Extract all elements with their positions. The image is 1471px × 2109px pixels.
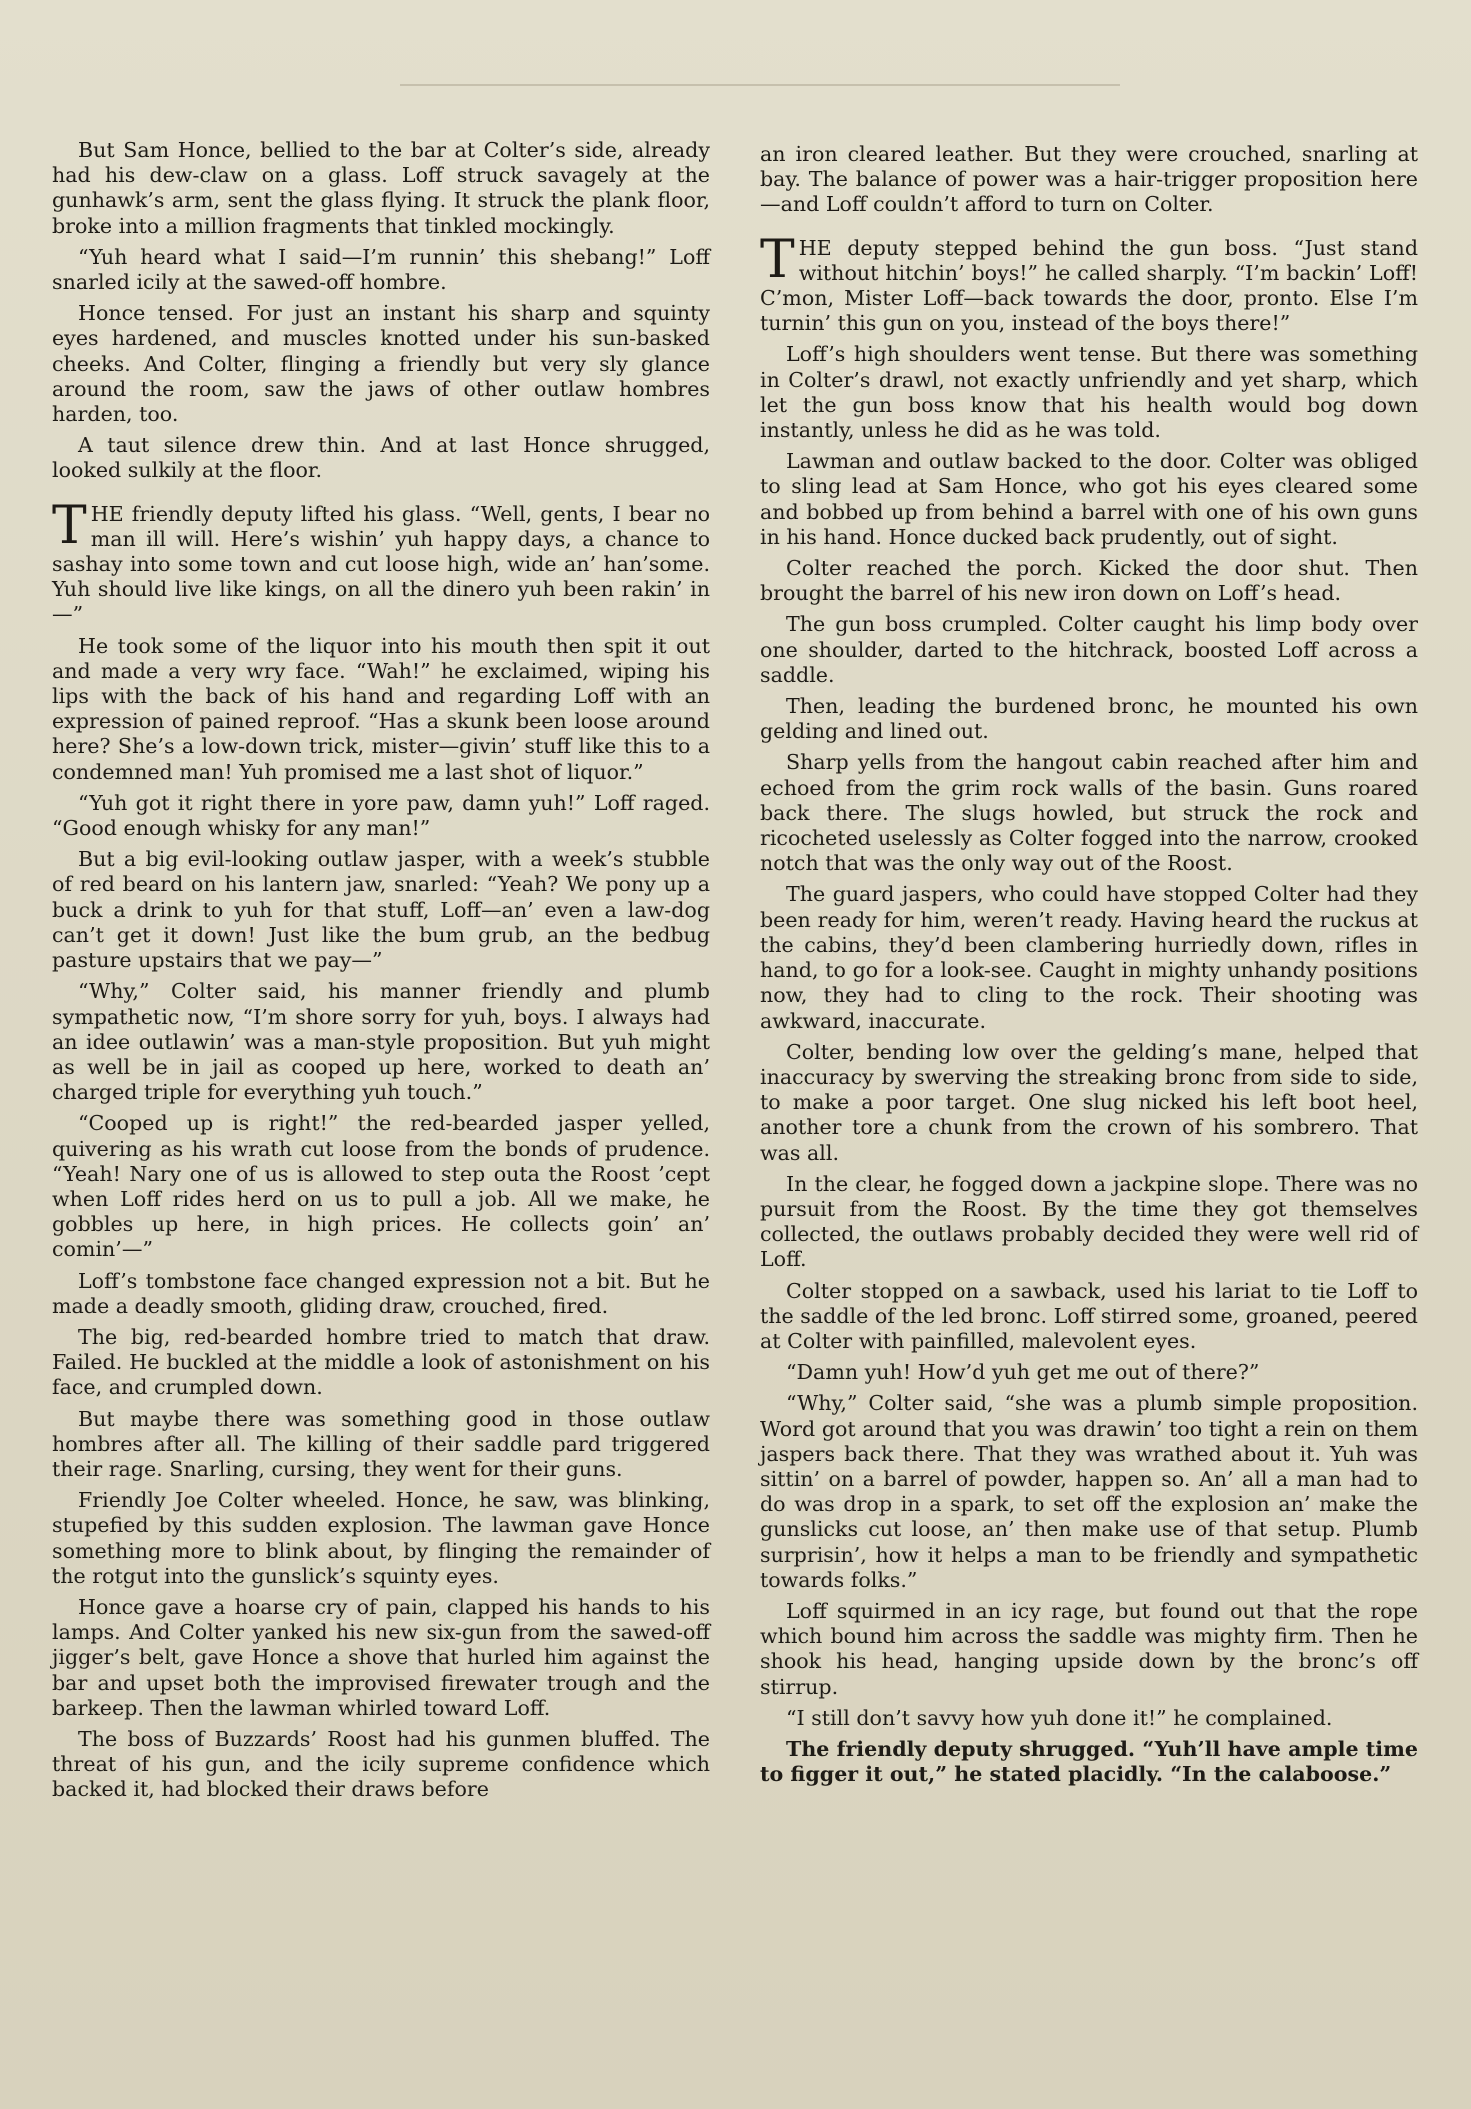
section-text: HE friendly deputy lifted his glass. “Well, gents, I bear no man ill will. Here’s wishin’ yuh happy days, a chance to sashay into some town and cut loose high, wide an’ han’some. Yuh should live like kings, on all the dinero yuh been rakin’ in—”	[52, 501, 710, 627]
paragraph: Lawman and outlaw backed to the door. Colter was obliged to sling lead at Sam Honce, who got his eyes cleared some and bobbed up from behind a barrel with one of his own guns in his hand. Honce ducked back prudently, out of sight.	[760, 449, 1418, 549]
paragraph: Colter stopped on a sawback, used his lariat to tie Loff to the saddle of the led bronc. Loff stirred some, groaned, peered at Colter with painfilled, malevolent eyes.	[760, 1278, 1418, 1353]
paragraph: Loff’s high shoulders went tense. But there was something in Colter’s drawl, not exactly unfriendly and yet sharp, which let the gun boss know that his health would bog down instantly, unless he did as he was told.	[760, 342, 1418, 443]
paragraph: Friendly Joe Colter wheeled. Honce, he saw, was blinking, stupefied by this sudden explosion. The lawman gave Honce something more to blink about, by flinging the remainder of the rotgut into the gunslick’s squinty eyes.	[52, 1488, 710, 1588]
drop-cap: T	[52, 495, 87, 556]
continued-paragraph: an iron cleared leather. But they were crouched, snarling at bay. The balance of power was a hair-trigger proposition here—and Loff couldn’t afford to turn on Colter.	[760, 142, 1418, 217]
paragraph: Colter reached the porch. Kicked the door shut. Then brought the barrel of his new iron down on Loff’s head.	[760, 556, 1418, 606]
top-rule	[400, 84, 1120, 86]
paragraph: The boss of Buzzards’ Roost had his gunmen bluffed. The threat of his gun, and the icily supreme confidence which backed it, had blocked their draws before	[52, 1726, 710, 1802]
paragraph: Honce tensed. For just an instant his sharp and squinty eyes hardened, and muscles knotted under his sun-basked cheeks. And Colter, flinging a friendly but very sly glance around the room, saw the jaws of other outlaw hombres harden, too.	[52, 301, 710, 427]
paragraph: The guard jaspers, who could have stopped Colter had they been ready for him, weren’t ready. Having heard the ruckus at the cabins, they’d been clambering hurriedly down, rifles in hand, to go for a look-see. Caught in mighty unhandy positions now, they had to cling to the rock. Their shooting was awkward, inaccurate.	[760, 882, 1418, 1033]
paragraph: But Sam Honce, bellied to the bar at Colter’s side, already had his dew-claw on a glass. Loff struck savagely at the gunhawk’s arm, sent the glass flying. It struck the plank floor, broke into a million fragments that tinkled mockingly.	[52, 138, 710, 238]
paragraph: He took some of the liquor into his mouth then spit it out and made a very wry face. “Wah!” he exclaimed, wiping his lips with the back of his hand and regarding Loff with an expression of pained reproof. “Has a skunk been loose around here? She’s a low-down trick, mister—givin’ stuff like this to a condemned man! Yuh promised me a last shot of liquor.”	[52, 633, 710, 784]
section-paragraph	[52, 495, 710, 628]
paragraph: In the clear, he fogged down a jackpine slope. There was no pursuit from the Roost. By the time they got themselves collected, the outlaws probably decided they were well rid of Loff.	[760, 1171, 1418, 1272]
paragraph: But a big evil-looking outlaw jasper, with a week’s stubble of red beard on his lantern jaw, snarled: “Yeah? We pony up a buck a drink to yuh for that stuff, Loff—an’ even a law-dog can’t get it down! Just like the bum grub, an the bedbug pasture upstairs that we pay—”	[52, 847, 710, 973]
paragraph: “Yuh got it right there in yore paw, damn yuh!” Loff raged. “Good enough whisky for any man!”	[52, 790, 710, 841]
paragraph: The gun boss crumpled. Colter caught his limp body over one shoulder, darted to the hitchrack, boosted Loff across a saddle.	[760, 612, 1418, 687]
paragraph: Loff’s tombstone face changed expression not a bit. But he made a deadly smooth, gliding draw, crouched, fired.	[52, 1268, 710, 1318]
drop-cap: T	[760, 229, 795, 290]
left-column	[52, 138, 710, 1809]
paragraph: “Yuh heard what I said—I’m runnin’ this shebang!” Loff snarled icily at the sawed-off hombre.	[52, 244, 710, 295]
paragraph: But maybe there was something good in those outlaw hombres after all. The killing of their saddle pard triggered their rage. Snarling, cursing, they went for their guns.	[52, 1406, 710, 1481]
paragraph: “Cooped up is right!” the red-bearded jasper yelled, quivering as his wrath cut loose from the bonds of prudence. “Yeah! Nary one of us is allowed to step outa the Roost ’cept when Loff rides herd on us to pull a job. All we make, he gobbles up here, in high prices. He collects goin’ an’ comin’—”	[52, 1111, 710, 1262]
paragraph: The big, red-bearded hombre tried to match that draw. Failed. He buckled at the middle a look of astonishment on his face, and crumpled down.	[52, 1324, 710, 1400]
paragraph: A taut silence drew thin. And at last Honce shrugged, looked sulkily at the floor.	[52, 433, 710, 483]
right-column	[760, 142, 1418, 1793]
paragraph: Then, leading the burdened bronc, he mounted his own gelding and lined out.	[760, 694, 1418, 744]
section-text: HE deputy stepped behind the gun boss. “Just stand without hitchin’ boys!” he called sharply. “I’m backin’ Loff! C’mon, Mister Loff—back towards the door, pronto. Else I’m turnin’ this gun on you, instead of the boys there!”	[760, 235, 1418, 336]
paragraph: Loff squirmed in an icy rage, but found out that the rope which bound him across the saddle was mighty firm. Then he shook his head, hanging upside down by the bronc’s off stirrup.	[760, 1598, 1418, 1699]
paragraph: Colter, bending low over the gelding’s mane, helped that inaccuracy by swerving the streaking bronc from side to side, to make a poor target. One slug nicked his left boot heel, another tore a chunk from the crown of his sombrero. That was all.	[760, 1039, 1418, 1165]
paragraph: The friendly deputy shrugged. “Yuh’ll have ample time to figger it out,” he stated placidly. “In the calaboose.”	[760, 1736, 1418, 1787]
paragraph: “I still don’t savvy how yuh done it!” he complained.	[786, 1705, 1333, 1730]
paragraph: Sharp yells from the hangout cabin reached after him and echoed from the grim rock walls of the basin. Guns roared back there. The slugs howled, but struck the rock and ricocheted uselessly as Colter fogged into the narrow, crooked notch that was the only way out of the Roost.	[760, 750, 1418, 876]
paragraph: “Damn yuh! How’d yuh get me out of there?”	[786, 1360, 1260, 1385]
paragraph: “Why,” Colter said, his manner friendly and plumb sympathetic now, “I’m shore sorry for yuh, boys. I always had an idee outlawin’ was a man-style proposition. But yuh might as well be in jail as cooped up here, worked to death an’ charged triple for everything yuh touch.”	[52, 979, 710, 1105]
paragraph: Honce gave a hoarse cry of pain, clapped his hands to his lamps. And Colter yanked his new six-gun from the sawed-off jigger’s belt, gave Honce a shove that hurled him against the bar and upset both the improvised firewater trough and the barkeep. Then the lawman whirled toward Loff.	[52, 1594, 710, 1720]
paragraph: “Why,” Colter said, “she was a plumb simple proposition. Word got around that you was drawin’ too tight a rein on them jaspers back there. That they was wrathed about it. Yuh was sittin’ on a barrel of powder, happen so. An’ all a man had to do was drop in a spark, to set off the explosion an’ make the gunslicks cut loose, an’ then make use of that setup. Plumb surprisin’, how it helps a man to be friendly and sympathetic towards folks.”	[760, 1391, 1418, 1592]
section-paragraph	[760, 229, 1418, 337]
